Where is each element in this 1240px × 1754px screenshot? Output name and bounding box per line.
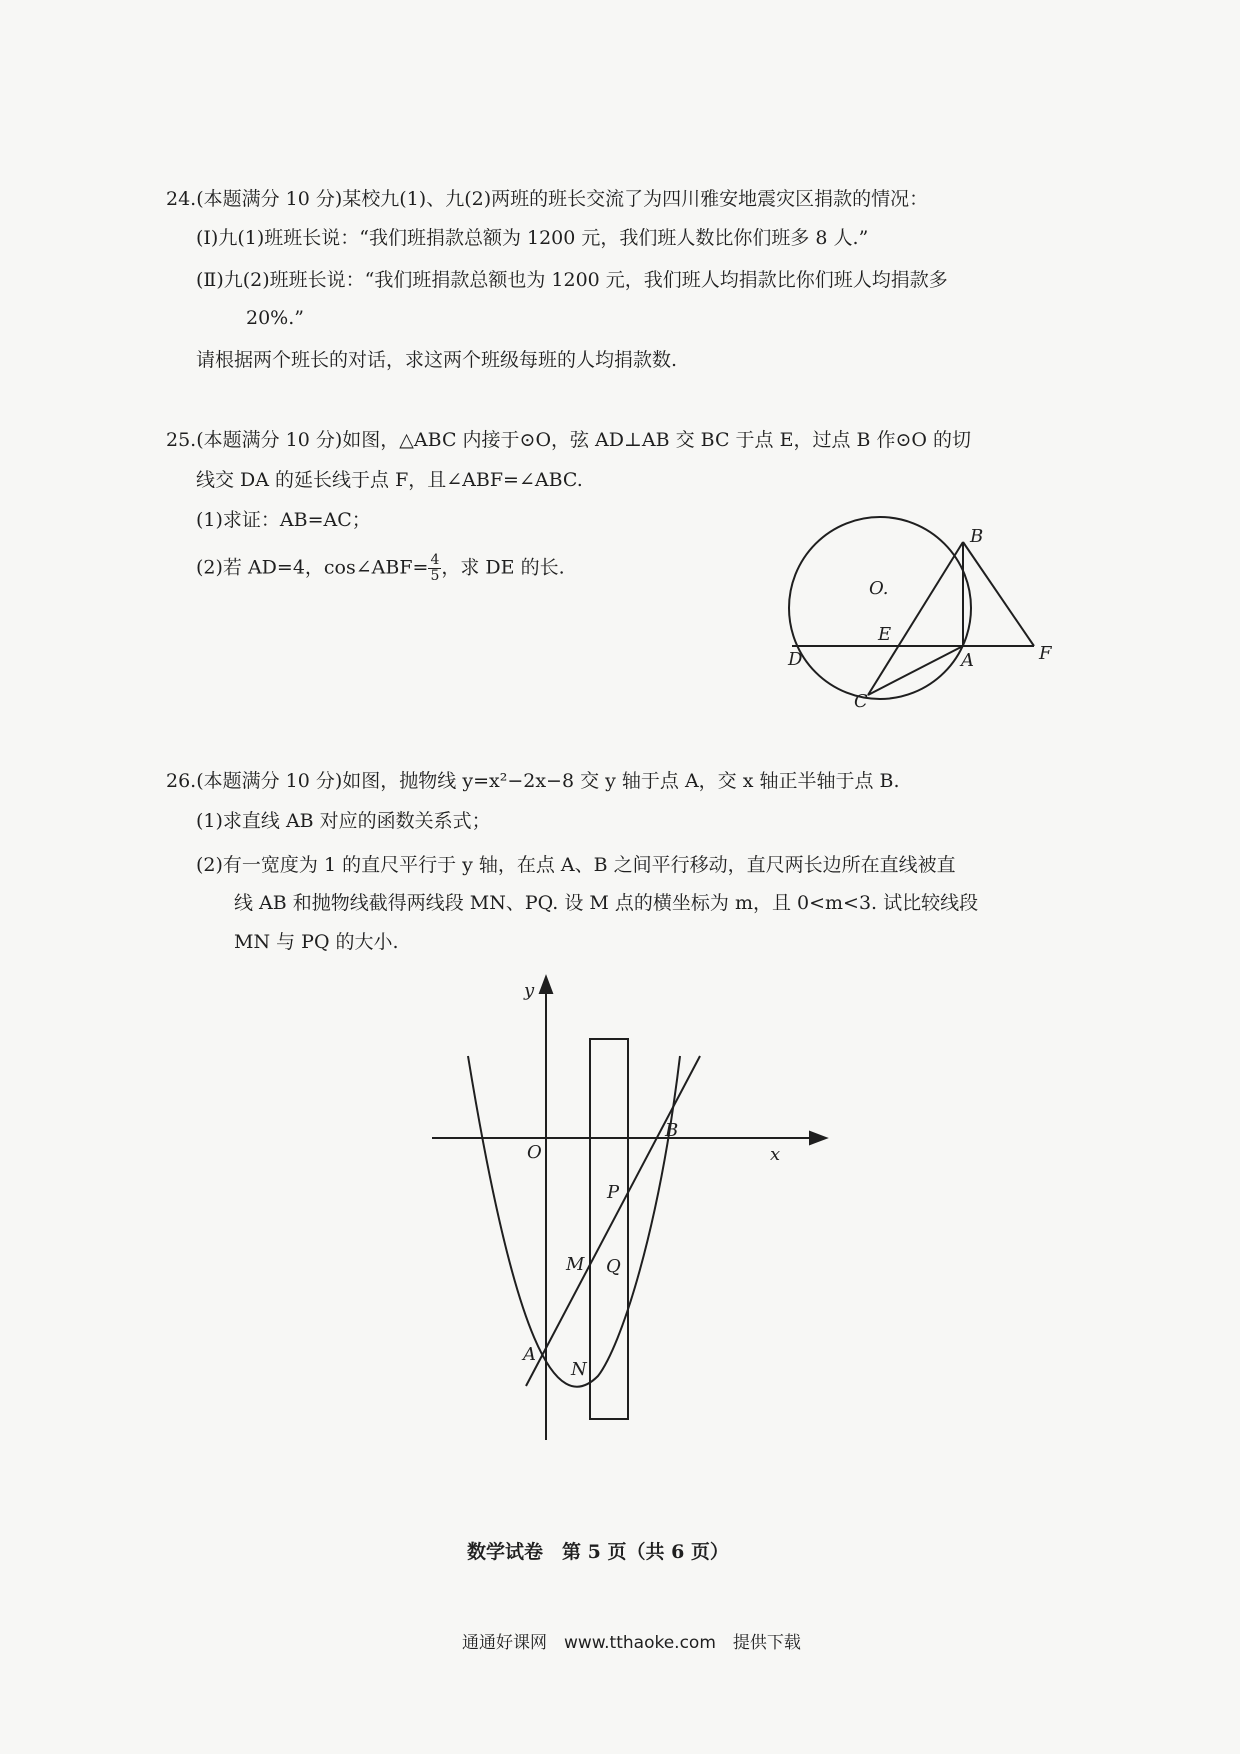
q25-heading: 25.(本题满分 10 分)如图，△ABC 内接于⊙O，弦 AD⊥AB 交 BC 于点 E，过点 B 作⊙O 的切 <box>166 429 972 451</box>
label-p: P <box>607 1182 620 1203</box>
q24-statement-1: (Ⅰ)九(1)班班长说：“我们班捐款总额为 1200 元，我们班人数比你们班多 8 人.” <box>196 227 869 249</box>
q26-heading: 26.(本题满分 10 分)如图，抛物线 y=x²−2x−8 交 y 轴于点 A，交 x 轴正半轴于点 B. <box>166 770 900 792</box>
label-f: F <box>1039 643 1052 664</box>
q26-part-2-end: MN 与 PQ 的大小. <box>234 931 399 953</box>
q26-part-2-cont: 线 AB 和抛物线截得两线段 MN、PQ. 设 M 点的横坐标为 m，且 0<m<3. 试比较线段 <box>234 892 979 914</box>
x-axis-arrow <box>810 1132 826 1144</box>
q25-heading-cont: 线交 DA 的延长线于点 F，且∠ABF=∠ABC. <box>196 469 583 491</box>
q25-part-2-text: (2)若 AD=4，cos∠ABF= <box>196 556 429 579</box>
q24-heading: 24.(本题满分 10 分)某校九(1)、九(2)两班的班长交流了为四川雅安地震灾区捐款的情况： <box>166 188 929 210</box>
q25-part-2-end: ，求 DE 的长. <box>441 556 565 579</box>
q25-part-1: (1)求证：AB=AC； <box>196 509 371 531</box>
label-b: B <box>970 526 984 547</box>
q26-part-1: (1)求直线 AB 对应的函数关系式； <box>196 810 491 832</box>
parabola <box>468 1056 680 1387</box>
label-x: x <box>770 1144 781 1165</box>
page-footer: 数学试卷 第 5 页（共 6 页） <box>467 1541 729 1563</box>
label-c: C <box>854 691 868 712</box>
label-b: B <box>665 1120 679 1141</box>
fraction-numerator: 4 <box>430 552 440 568</box>
q26-part-2: (2)有一宽度为 1 的直尺平行于 y 轴，在点 A、B 之间平行移动，直尺两长边所在直线被直 <box>196 854 956 876</box>
label-e: E <box>878 624 892 645</box>
label-d: D <box>788 649 803 670</box>
label-m: M <box>566 1254 585 1275</box>
label-a: A <box>961 650 974 671</box>
watermark-text: 通通好课网 www.tthaoke.com 提供下载 <box>462 1633 801 1653</box>
label-q: Q <box>606 1256 621 1277</box>
q24-statement-2: (Ⅱ)九(2)班班长说：“我们班捐款总额也为 1200 元，我们班人均捐款比你们班人均捐款多 <box>196 269 948 291</box>
label-n: N <box>571 1359 587 1380</box>
q24-question: 请根据两个班长的对话，求这两个班级每班的人均捐款数. <box>196 349 678 371</box>
y-axis-arrow <box>540 977 552 993</box>
label-a: A <box>523 1344 536 1365</box>
label-y: y <box>524 980 535 1001</box>
label-o: O <box>527 1142 542 1163</box>
label-o: O. <box>869 578 889 599</box>
fraction-denominator: 5 <box>430 568 440 584</box>
q24-statement-2-cont: 20%.” <box>246 307 304 329</box>
